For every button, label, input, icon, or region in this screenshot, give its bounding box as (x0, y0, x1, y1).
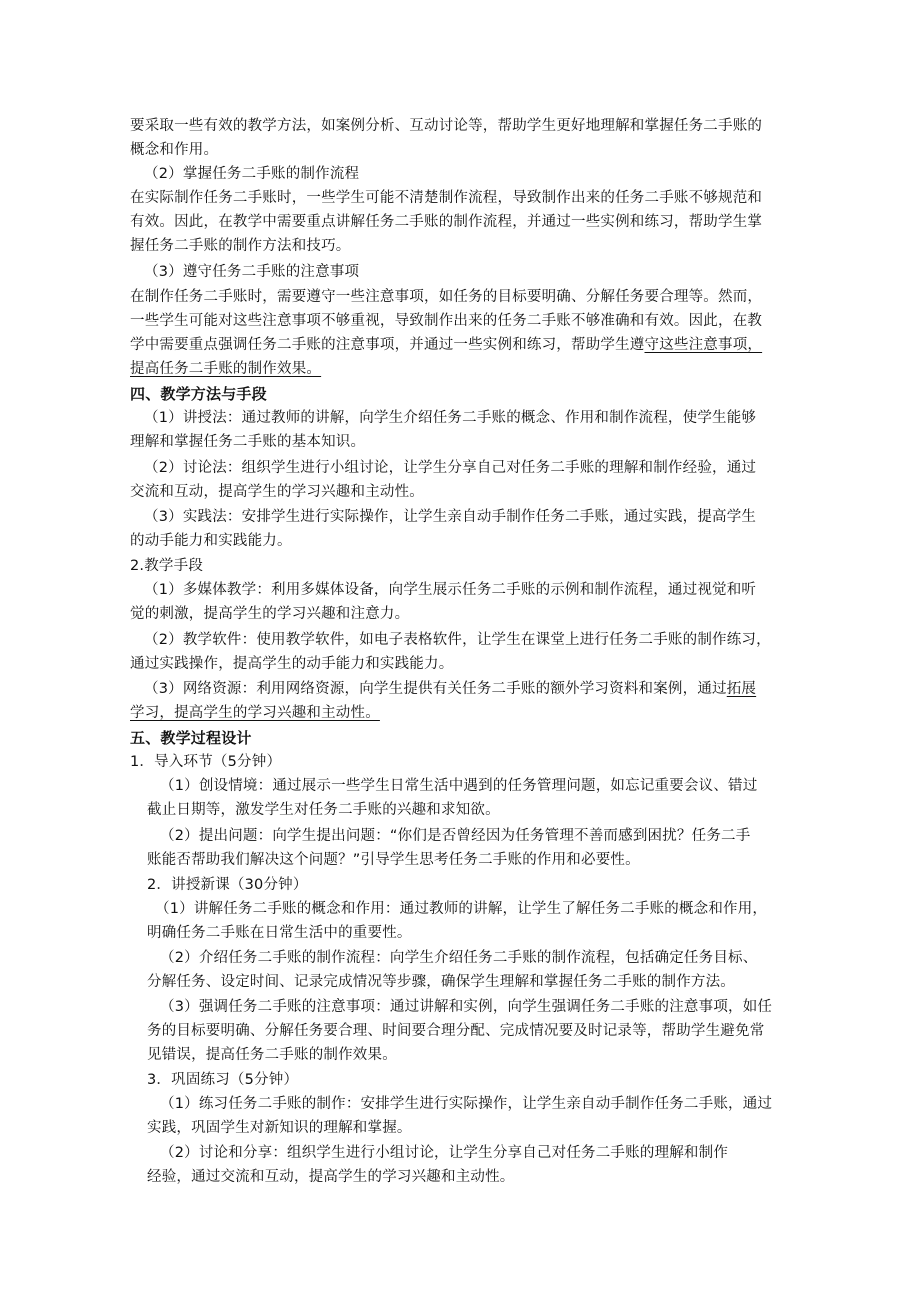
text-line: 的动手能力和实践能力。 (130, 533, 292, 549)
text-line: 经验，通过交流和互动，提高学生的学习兴趣和主动性。 (147, 1169, 515, 1185)
text-line: 握任务二手账的制作方法和技巧。 (130, 238, 351, 254)
section-heading: 五、教学过程设计 (130, 729, 252, 747)
subsection-heading: （2）掌握任务二手账的制作流程 (144, 166, 360, 182)
text-line: （3）强调任务二手账的注意事项：通过讲解和实例，向学生强调任务二手账的注意事项，如任 (160, 999, 773, 1015)
text-line: 明确任务二手账在日常生活中的重要性。 (147, 925, 412, 941)
text-line: 实践，巩固学生对新知识的理解和掌握。 (147, 1120, 412, 1136)
text-line: 要采取一些有效的教学方法，如案例分析、互动讨论等，帮助学生更好地理解和掌握任务二手账的 (130, 118, 763, 134)
text-line: 截止日期等，激发学生对任务二手账的兴趣和求知欲。 (147, 802, 500, 818)
underlined-text: 拓展 (726, 681, 757, 697)
text-line: 理解和掌握任务二手账的基本知识。 (130, 434, 366, 450)
underlined-text: 守这些注意事项， (644, 337, 763, 353)
text-line: （2）讨论和分享：组织学生进行小组讨论，让学生分享自己对任务二手账的理解和制作 (160, 1145, 729, 1161)
text-line: 在制作任务二手账时，需要遵守一些注意事项，如任务的目标要明确、分解任务要合理等。然而， (130, 289, 763, 305)
section-heading: 四、教学方法与手段 (130, 385, 267, 403)
text-line: 有效。因此，在教学中需要重点讲解任务二手账的制作流程，并通过一些实例和练习，帮助学生掌 (130, 214, 763, 230)
text-run: 学中需要重点强调任务二手账的注意事项，并通过一些实例和练习，帮助学生遵 (130, 337, 645, 353)
text-line: 分解任务、设定时间、记录完成情况等步骤，确保学生理解和掌握任务二手账的制作方法。 (147, 974, 735, 990)
text-line: （2）介绍任务二手账的制作流程：向学生介绍任务二手账的制作流程，包括确定任务目标、 (160, 950, 758, 966)
text-line: 在实际制作任务二手账时，一些学生可能不清楚制作流程，导致制作出来的任务二手账不够规范和 (130, 190, 763, 206)
subsection-heading: 2.教学手段 (130, 558, 204, 574)
text-line: （2）教学软件：使用教学软件，如电子表格软件，让学生在课堂上进行任务二手账的制作练习， (144, 632, 771, 648)
text-line: 通过实践操作，提高学生的动手能力和实践能力。 (130, 656, 454, 672)
text-line (144, 679, 756, 699)
text-run: （3）网络资源：利用网络资源，向学生提供有关任务二手账的额外学习资料和案例，通过 (144, 681, 727, 697)
underlined-text-line: 提高任务二手账的制作效果。 (130, 361, 322, 377)
subsection-heading: （3）遵守任务二手账的注意事项 (144, 264, 360, 280)
text-line: （2）提出问题：向学生提出问题：“你们是否曾经因为任务管理不善而感到困扰？任务二手 (160, 828, 751, 844)
text-line: （3）实践法：安排学生进行实际操作，让学生亲自动手制作任务二手账，通过实践，提高学生 (144, 509, 757, 525)
text-line: 交流和互动，提高学生的学习兴趣和主动性。 (130, 484, 424, 500)
text-line: （2）讨论法：组织学生进行小组讨论，让学生分享自己对任务二手账的理解和制作经验，通过 (144, 460, 757, 476)
text-line: （1）讲授法：通过教师的讲解，向学生介绍任务二手账的概念、作用和制作流程，使学生能够 (144, 410, 757, 426)
text-line: 账能否帮助我们解决这个问题？”引导学生思考任务二手账的作用和必要性。 (147, 852, 640, 868)
subsection-heading: 1．导入环节（5分钟） (130, 754, 282, 770)
text-line: 一些学生可能对这些注意事项不够重视，导致制作出来的任务二手账不够准确和有效。因此，在教 (130, 313, 763, 329)
subsection-heading: 2．讲授新课（30分钟） (147, 877, 308, 893)
text-line: 务的目标要明确、分解任务要合理、时间要合理分配、完成情况要及时记录等，帮助学生避免常 (147, 1023, 765, 1039)
underlined-text-line: 学习，提高学生的学习兴趣和主动性。 (130, 705, 380, 721)
subsection-heading: 3．巩固练习（5分钟） (147, 1072, 299, 1088)
text-line: 觉的刺激，提高学生的学习兴趣和注意力。 (130, 606, 410, 622)
text-line: （1）练习任务二手账的制作：安排学生进行实际操作，让学生亲自动手制作任务二手账，通过 (160, 1096, 773, 1112)
text-line: （1）创设情境：通过展示一些学生日常生活中遇到的任务管理问题，如忘记重要会议、错过 (160, 778, 758, 794)
text-line: 见错误，提高任务二手账的制作效果。 (147, 1047, 397, 1063)
text-line: （1）多媒体教学：利用多媒体设备，向学生展示任务二手账的示例和制作流程，通过视觉和听 (144, 582, 757, 598)
text-line: （1）讲解任务二手账的概念和作用：通过教师的讲解，让学生了解任务二手账的概念和作用， (155, 901, 768, 917)
text-line (130, 335, 762, 355)
text-line: 概念和作用。 (130, 142, 219, 158)
